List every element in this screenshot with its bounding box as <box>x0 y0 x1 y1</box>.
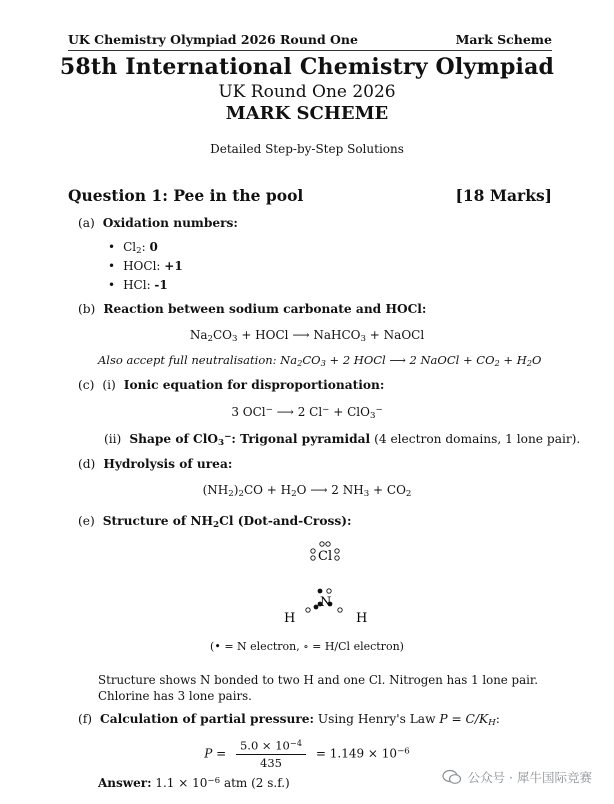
part-d-heading: (d) Hydrolysis of urea: <box>78 457 233 471</box>
dot-and-cross-diagram <box>0 536 614 626</box>
atom-h-left: H <box>284 611 296 626</box>
title-block <box>0 54 614 156</box>
structure-explanation: Structure shows N bonded to two H and one Cl. Nitrogen has 1 lone pair. Chlorine has 3 lone pairs. <box>98 673 538 703</box>
diagram-legend: (• = N electron, ∘ = H/Cl electron) <box>210 640 404 653</box>
page-title: 58th International Chemistry Olympiad <box>59 54 555 80</box>
question-heading <box>68 186 552 205</box>
watermark <box>442 768 592 786</box>
header-left: UK Chemistry Olympiad 2026 Round One <box>68 32 358 47</box>
header-right: Mark Scheme <box>455 32 552 47</box>
wechat-icon <box>442 769 462 785</box>
watermark-text: 公众号 · 犀牛国际竞赛 <box>467 770 592 785</box>
part-a-title: Oxidation numbers: <box>102 216 238 230</box>
equation-b: $Na_2CO_3$ + HOCl ⟶ NaHCO$_3$ + NaOCl <box>189 328 425 345</box>
part-e-heading: (e) Structure of $NH_2Cl$ (Dot-and-Cross): <box>78 514 352 531</box>
part-c-ii: (ii) Shape of ClO$_3$−: Trigonal pyramidal (4 electron domains, 1 lone pair). <box>104 432 581 449</box>
list-item: • HCl: -1 <box>108 276 183 295</box>
atom-h-right: H <box>356 611 368 626</box>
equation-d: $(NH_2)_2CO + H_2O$ ⟶ 2 $NH_3 + CO_2$ <box>202 483 412 500</box>
question-marks: [18 Marks] <box>455 186 552 205</box>
alternative-note: Also accept full neutralisation: $Na_2CO_3 + 2$ HOCl ⟶ 2 NaOCl + $CO_2 + H_2O$ <box>98 353 542 369</box>
equation-c: 3 OCl− ⟶ 2 Cl− + ClO$_3$− <box>231 405 383 422</box>
part-b-heading: (b) Reaction between sodium carbonate and HOCl: <box>78 302 427 316</box>
part-c-heading: (c) (i) Ionic equation for disproportionation: <box>78 378 385 392</box>
part-f-heading: (f) Calculation of partial pressure: Using Henry's Law $P = C/K_H$: <box>78 712 500 729</box>
henry-law: P = C/K <box>439 712 489 726</box>
running-header <box>68 32 552 51</box>
atom-n: N <box>320 595 332 610</box>
list-item: • HOCl: +1 <box>108 257 183 276</box>
fraction: $\frac{5.0 \times 10^{-4}}{435}$ <box>236 738 306 770</box>
page-description: Detailed Step-by-Step Solutions <box>210 142 404 156</box>
part-a-label: (a) <box>78 216 95 230</box>
part-a-heading <box>78 216 238 230</box>
atom-cl: Cl <box>318 549 333 564</box>
mark-scheme-heading: MARK SCHEME <box>225 103 389 124</box>
final-answer: Answer: $1.1 \times 10^{-6}$ atm (2 s.f.) <box>98 776 290 790</box>
calculation: P = $\frac{5.0 \times 10^{-4}}{435}$ = $1.149 \times 10^{-6}$ <box>204 738 410 770</box>
question-title: Question 1: Pee in the pool <box>68 186 304 205</box>
page-subtitle: UK Round One 2026 <box>218 82 396 102</box>
list-item: • $Cl_2$: 0 <box>108 238 183 257</box>
shape-answer: Trigonal pyramidal <box>240 432 371 446</box>
oxidation-list <box>108 238 183 295</box>
